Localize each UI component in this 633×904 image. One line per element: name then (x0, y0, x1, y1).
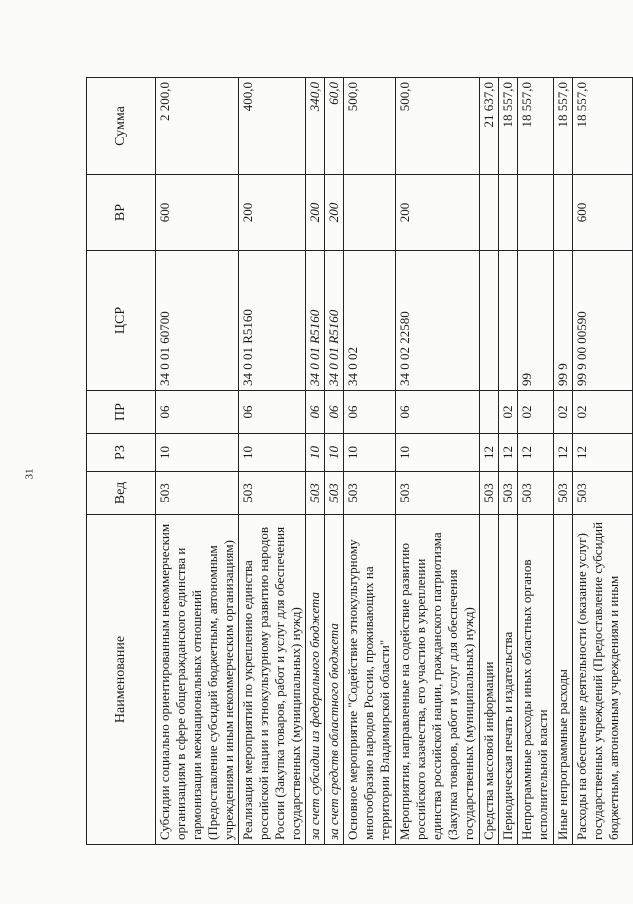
cell-ved: 503 (480, 472, 499, 515)
cell-vr: 200 (306, 175, 325, 251)
cell-ved: 503 (239, 472, 306, 515)
budget-table-frame (86, 78, 621, 845)
cell-vr: 600 (156, 175, 239, 251)
cell-pr: 06 (239, 391, 306, 434)
table-row (156, 78, 239, 845)
cell-csr: 34 0 01 60700 (156, 251, 239, 391)
cell-vr (480, 175, 499, 251)
cell-name: Средства массовой информации (480, 515, 499, 845)
cell-vr (518, 175, 554, 251)
cell-rz: 12 (573, 434, 633, 472)
cell-rz: 10 (325, 434, 344, 472)
col-header-name: Наименование (87, 515, 156, 845)
cell-csr: 34 0 01 R5160 (239, 251, 306, 391)
cell-pr: 02 (518, 391, 554, 434)
rotated-table-container (86, 78, 621, 845)
cell-rz: 12 (554, 434, 573, 472)
cell-sum: 60,0 (325, 78, 344, 175)
col-header-pr: ПР (87, 391, 156, 434)
cell-sum: 18 557,0 (573, 78, 633, 175)
cell-name: за счет средств областного бюджета (325, 515, 344, 845)
col-header-sum: Сумма (87, 78, 156, 175)
cell-csr (480, 251, 499, 391)
cell-csr: 34 0 02 22580 (396, 251, 480, 391)
cell-rz: 10 (239, 434, 306, 472)
cell-name: Мероприятия, направленные на содействие развитию российского казачества, его участию в укреплении единства российской нации, гражданского патриотизма (Закупка товаров, работ и услуг для обеспечения государственных (муниципальных) нужд) (396, 515, 480, 845)
cell-csr: 34 0 01 R5160 (325, 251, 344, 391)
col-header-csr: ЦСР (87, 251, 156, 391)
table-row (554, 78, 573, 845)
cell-sum: 500,0 (344, 78, 396, 175)
cell-sum: 18 557,0 (499, 78, 518, 175)
table-row (239, 78, 306, 845)
cell-pr: 06 (306, 391, 325, 434)
cell-vr (499, 175, 518, 251)
cell-ved: 503 (344, 472, 396, 515)
cell-sum: 500,0 (396, 78, 480, 175)
cell-sum: 340,0 (306, 78, 325, 175)
cell-ved: 503 (306, 472, 325, 515)
table-row (518, 78, 554, 845)
cell-pr (480, 391, 499, 434)
cell-ved: 503 (573, 472, 633, 515)
cell-csr: 34 0 01 R5160 (306, 251, 325, 391)
cell-sum: 18 557,0 (554, 78, 573, 175)
cell-name: Реализация мероприятий по укреплению единства российской нации и этнокультурному развитию народов России (Закупка товаров, работ и услуг для обеспечения государственных (муниципальных) нужд) (239, 515, 306, 845)
cell-pr: 02 (554, 391, 573, 434)
cell-vr: 200 (396, 175, 480, 251)
cell-pr: 02 (499, 391, 518, 434)
cell-ved: 503 (499, 472, 518, 515)
cell-rz: 10 (156, 434, 239, 472)
budget-table (86, 77, 633, 845)
cell-sum: 18 557,0 (518, 78, 554, 175)
table-row (499, 78, 518, 845)
table-row (325, 78, 344, 845)
cell-csr: 34 0 02 (344, 251, 396, 391)
cell-csr (499, 251, 518, 391)
cell-pr: 06 (344, 391, 396, 434)
cell-name: Расходы на обеспечение деятельности (оказание услуг) государственных учреждений (Предоставление субсидий бюджетным, автономным учреждениям и иным (573, 515, 633, 845)
cell-vr: 200 (239, 175, 306, 251)
cell-name: Субсидии социально ориентированным некоммерческим организациям в сфере общегражданского единства и гармонизации межнациональных отношений (Предоставление субсидий бюджетным, автономным учреждениям и иным некоммерческим организациям) (156, 515, 239, 845)
col-header-ved: Вед (87, 472, 156, 515)
table-header-row (87, 78, 156, 845)
cell-sum: 2 200,0 (156, 78, 239, 175)
cell-rz: 12 (480, 434, 499, 472)
cell-sum: 400,0 (239, 78, 306, 175)
cell-rz: 10 (344, 434, 396, 472)
cell-name: Периодическая печать и издательства (499, 515, 518, 845)
col-header-vr: ВР (87, 175, 156, 251)
table-row (396, 78, 480, 845)
cell-vr (344, 175, 396, 251)
cell-pr: 06 (396, 391, 480, 434)
cell-csr: 99 (518, 251, 554, 391)
cell-ved: 503 (396, 472, 480, 515)
cell-pr: 02 (573, 391, 633, 434)
cell-vr: 600 (573, 175, 633, 251)
page-number: 31 (23, 468, 36, 480)
cell-name: Непрограммные расходы иных областных органов исполнительной власти (518, 515, 554, 845)
cell-ved: 503 (554, 472, 573, 515)
cell-pr: 06 (325, 391, 344, 434)
cell-pr: 06 (156, 391, 239, 434)
table-row (573, 78, 633, 845)
cell-sum: 21 637,0 (480, 78, 499, 175)
cell-name: Основное мероприятие "Содействие этнокультурному многообразию народов России, проживающих на территории Владимирской области" (344, 515, 396, 845)
cell-ved: 503 (325, 472, 344, 515)
cell-name: Иные непрограммные расходы (554, 515, 573, 845)
cell-csr: 99 9 (554, 251, 573, 391)
cell-rz: 10 (396, 434, 480, 472)
cell-rz: 10 (306, 434, 325, 472)
table-row (480, 78, 499, 845)
table-row (306, 78, 325, 845)
cell-vr: 200 (325, 175, 344, 251)
cell-ved: 503 (156, 472, 239, 515)
cell-rz: 12 (499, 434, 518, 472)
cell-ved: 503 (518, 472, 554, 515)
table-row (344, 78, 396, 845)
cell-vr (554, 175, 573, 251)
col-header-rz: РЗ (87, 434, 156, 472)
cell-rz: 12 (518, 434, 554, 472)
cell-csr: 99 9 00 00590 (573, 251, 633, 391)
cell-name: за счет субсидии из федерального бюджета (306, 515, 325, 845)
